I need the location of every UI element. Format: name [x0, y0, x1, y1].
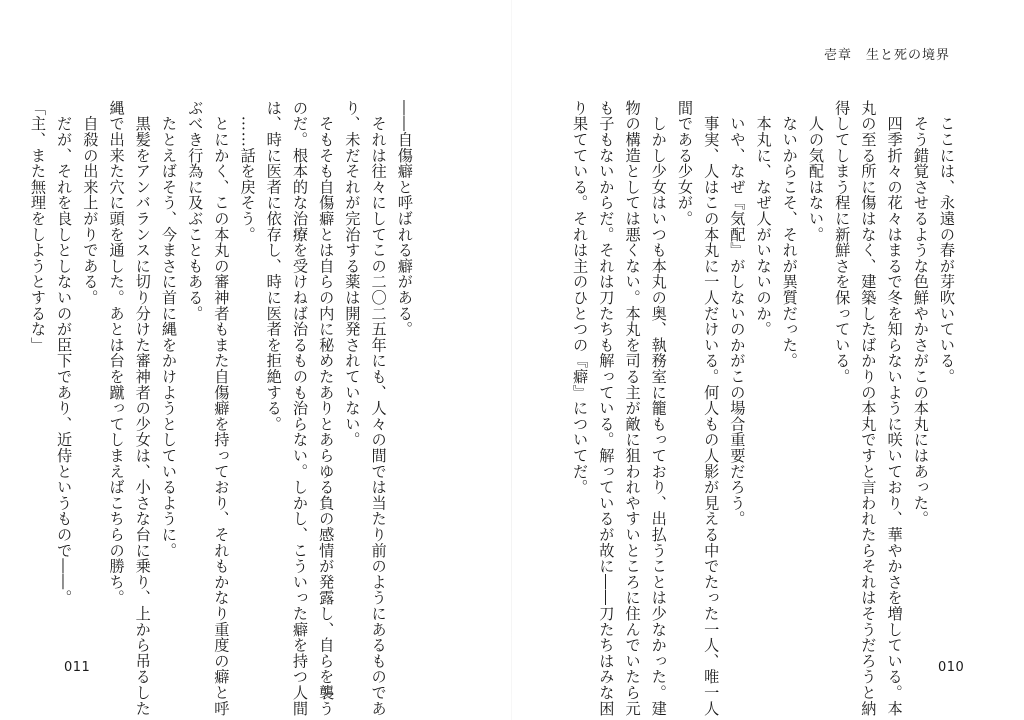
page-number-right: 010 [938, 660, 965, 675]
text-line: たとえばそう、今まさに首に縄をかけようとしているように。 [159, 100, 178, 559]
text-line: とにかく、この本丸の審神者もまた自傷癖を持っており、それもかなり重度の癖と呼 [212, 100, 231, 717]
text-line: 事実、人はこの本丸に一人だけいる。何人もの人影が見える中でたった一人、唯一人 [702, 100, 721, 717]
text-line: のだ。根本的な治療を受けねば治るものも治らない。しかし、こういった癖を持つ人間 [290, 100, 309, 717]
text-line: ぶべき行為に及ぶこともある。 [186, 100, 205, 322]
text-line: いや、なぜ『気配』がしないのかがこの場合重要だろう。 [728, 100, 747, 527]
text-line: 縄で出来た穴に頭を通した。あとは台を蹴ってしまえばこちらの勝ち。 [107, 100, 126, 606]
text-line: 得してしまう程に新鮮さを保っている。 [833, 100, 852, 385]
text-line: 物の構造としては悪くない。本丸を司る主が敵に狙われやすいところに住んでいたら元 [623, 100, 642, 717]
text-line: そもそも自傷癖とは自らの内に秘めたありとあらゆる負の感情が発露し、自らを襲う [317, 100, 336, 717]
text-line: 本丸に、なぜ人がいないのか。 [754, 100, 773, 337]
text-line: しかし少女はいつも本丸の奥、執務室に籠もっており、出払うことは少なかった。建 [649, 100, 668, 717]
text-line: 人の気配はない。 [806, 100, 825, 243]
text-line: 「主、また無理をしようとするな」 [28, 100, 47, 353]
text-line: ……話を戻そう。 [238, 100, 257, 243]
text-line: ないからこそ、それが異質だった。 [780, 100, 799, 369]
text-line: それは往々にしてこの二〇二五年にも、人々の間では当たり前のようにあるものであ [369, 100, 388, 717]
text-line: は、時に医者に依存し、時に医者を拒絶する。 [264, 100, 283, 432]
text-line: 黒髪をアンバランスに切り分けた審神者の少女は、小さな台に乗り、上から吊るした [133, 100, 152, 717]
text-line: 自殺の出来上がりである。 [81, 100, 100, 306]
text-line: 丸の至る所に傷はなく、建築したばかりの本丸ですと言われたらそれはそうだろうと納 [859, 100, 878, 717]
text-line: ここには、永遠の春が芽吹いている。 [938, 100, 956, 385]
text-line: も子もないからだ。それは刀たちも解っている。解っているが故に――刀たちはみな困 [597, 100, 616, 717]
text-line: り、未だそれが完治する薬は開発されていない。 [343, 100, 362, 448]
page-gutter [511, 0, 512, 720]
text-line: ――自傷癖と呼ばれる癖がある。 [395, 100, 414, 337]
text-line: 間である少女が。 [675, 100, 694, 227]
page-number-left: 011 [64, 660, 91, 675]
text-line: り果てている。それは主のひとつの『癖』についてだ。 [571, 100, 590, 495]
running-head: 壱章 生と死の境界 [823, 48, 950, 63]
text-line: そう錯覚させるような色鮮やかさがこの本丸にはあった。 [911, 100, 930, 527]
text-line: 四季折々の花々はまるで冬を知らないように咲いており、華やかさを増している。本 [885, 100, 904, 717]
text-line: だが、それを良しとしないのが臣下であり、近侍というもので――。 [55, 100, 74, 606]
